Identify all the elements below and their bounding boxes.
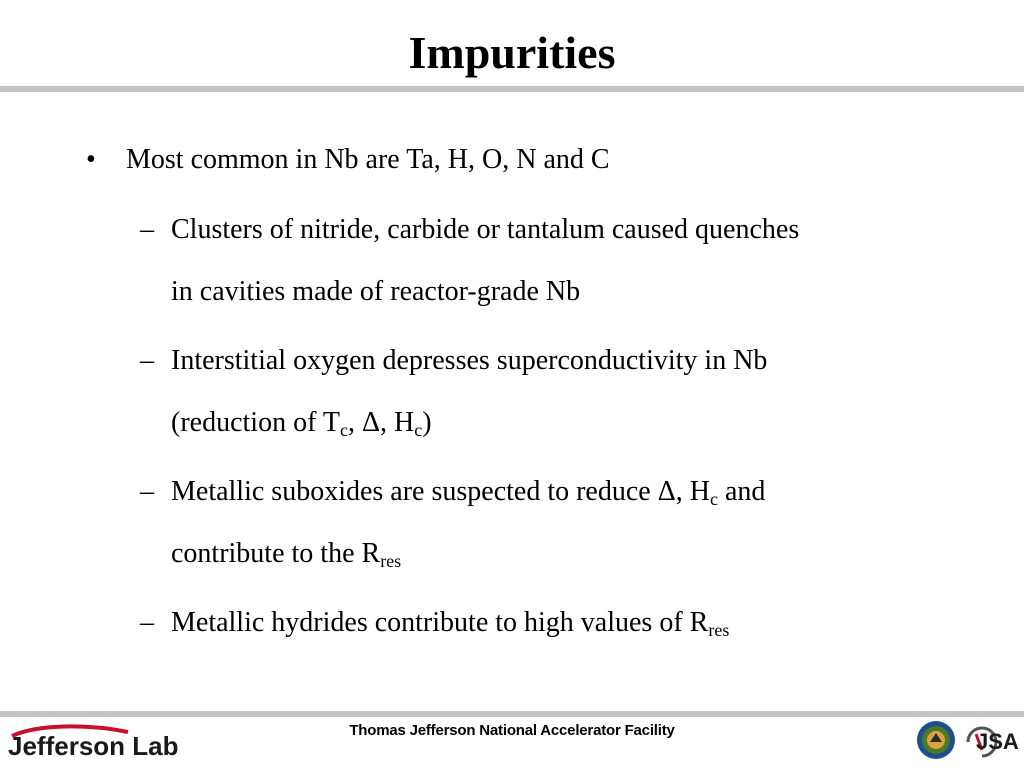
- bullet-marker: •: [86, 144, 96, 175]
- text-run: (reduction of T: [171, 407, 340, 438]
- subscript: c: [339, 420, 348, 440]
- text-run: Metallic hydrides contribute to high values of R: [171, 607, 709, 638]
- bullet-text: Most common in Nb are Ta, H, O, N and C: [126, 144, 610, 175]
- text-run: contribute to the R: [171, 538, 381, 569]
- title-divider: [0, 86, 1024, 92]
- text-run: and: [717, 476, 766, 507]
- text-line: [171, 523, 951, 585]
- department-of-energy-seal-icon: [916, 720, 956, 760]
- dash-marker: –: [140, 345, 154, 376]
- text-run: ): [422, 407, 432, 438]
- text-run: Metallic suboxides are suspected to reduce Δ, H: [171, 476, 710, 507]
- dash-marker: –: [140, 476, 154, 507]
- sub-item-text: [171, 592, 951, 654]
- dash-marker: –: [140, 607, 154, 638]
- text-line: [171, 592, 951, 654]
- subscript: c: [414, 420, 423, 440]
- logo-text: Jefferson Lab: [8, 731, 179, 761]
- text-line: [171, 461, 951, 523]
- subscript: res: [708, 620, 730, 640]
- sub-item-text: [171, 330, 951, 454]
- footer-divider: [0, 711, 1024, 717]
- text-run: , Δ, H: [347, 407, 415, 438]
- text-line: Clusters of nitride, carbide or tantalum caused quenches: [171, 214, 800, 245]
- sub-item-text: [171, 461, 951, 585]
- footer-organization: Thomas Jefferson National Accelerator Facility: [349, 722, 675, 739]
- text-line: Interstitial oxygen depresses superconductivity in Nb: [171, 345, 768, 376]
- slide-title: Impurities: [408, 27, 616, 78]
- dash-marker: –: [140, 214, 154, 245]
- text-line: [171, 392, 951, 454]
- subscript: c: [709, 489, 718, 509]
- jsa-text: JSA: [976, 729, 1019, 754]
- jsa-logo: [962, 722, 1020, 762]
- subscript: res: [380, 551, 402, 571]
- sub-item-text: [171, 199, 951, 323]
- text-line: in cavities made of reactor-grade Nb: [171, 276, 581, 307]
